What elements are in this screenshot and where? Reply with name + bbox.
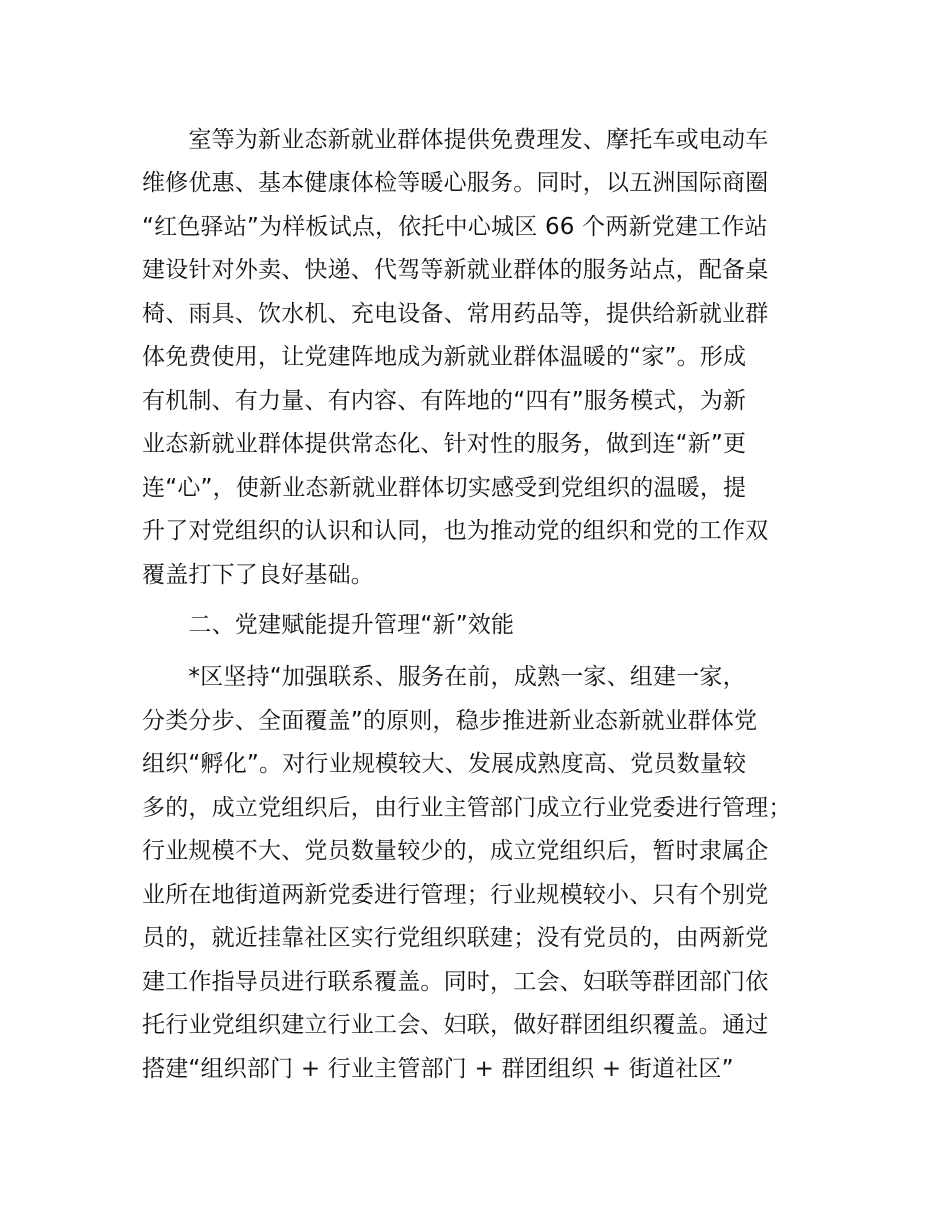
paragraph-line: 连“心”，使新业态新就业群体切实感受到党组织的温暖，提: [142, 475, 747, 501]
paragraph-line: 分类分步、全面覆盖”的原则，稳步推进新业态新就业群体党: [142, 708, 758, 734]
paragraph-line: 有机制、有力量、有内容、有阵地的“四有”服务模式，为新: [142, 388, 747, 414]
paragraph-line: 建工作指导员进行联系覆盖。同时，工会、妇联等群团部门依: [142, 969, 769, 995]
paragraph-line: 员的，就近挂靠社区实行党组织联建；没有党员的，由两新党: [142, 925, 769, 951]
paragraph-line: *区坚持“加强联系、服务在前，成熟一家、组建一家，: [142, 664, 746, 690]
paragraph-line: “红色驿站”为样板试点，依托中心城区 66 个两新党建工作站: [142, 214, 768, 240]
paragraph-line: 覆盖打下了良好基础。: [142, 562, 374, 588]
paragraph-line: 升了对党组织的认识和认同，也为推动党的组织和党的工作双: [142, 518, 769, 544]
paragraph-line: 托行业党组织建立行业工会、妇联，做好群团组织覆盖。通过: [142, 1012, 769, 1038]
paragraph-line: 体免费使用，让党建阵地成为新就业群体温暖的“家”。形成: [142, 344, 747, 370]
paragraph-line: 维修优惠、基本健康体检等暖心服务。同时，以五洲国际商圈: [142, 170, 769, 196]
paragraph-line: 组织“孵化”。对行业规模较大、发展成熟度高、党员数量较: [142, 751, 747, 777]
paragraph-line: 椅、雨具、饮水机、充电设备、常用药品等，提供给新就业群: [142, 301, 769, 327]
paragraph-line: 多的，成立党组织后，由行业主管部门成立行业党委进行管理；: [142, 795, 792, 821]
paragraph-line: 建设针对外卖、快递、代驾等新就业群体的服务站点，配备桌: [142, 257, 769, 283]
section-heading: 二、党建赋能提升管理“新”效能: [142, 612, 515, 638]
paragraph-line: 搭建“组织部门 + 行业主管部门 + 群团组织 + 街道社区”: [142, 1056, 734, 1082]
paragraph-line: 行业规模不大、党员数量较少的，成立党组织后，暂时隶属企: [142, 838, 769, 864]
paragraph-line: 业态新就业群体提供常态化、针对性的服务，做到连“新”更: [142, 431, 747, 457]
paragraph-line: 室等为新业态新就业群体提供免费理发、摩托车或电动车: [142, 127, 769, 153]
paragraph-line: 业所在地街道两新党委进行管理；行业规模较小、只有个别党: [142, 882, 769, 908]
